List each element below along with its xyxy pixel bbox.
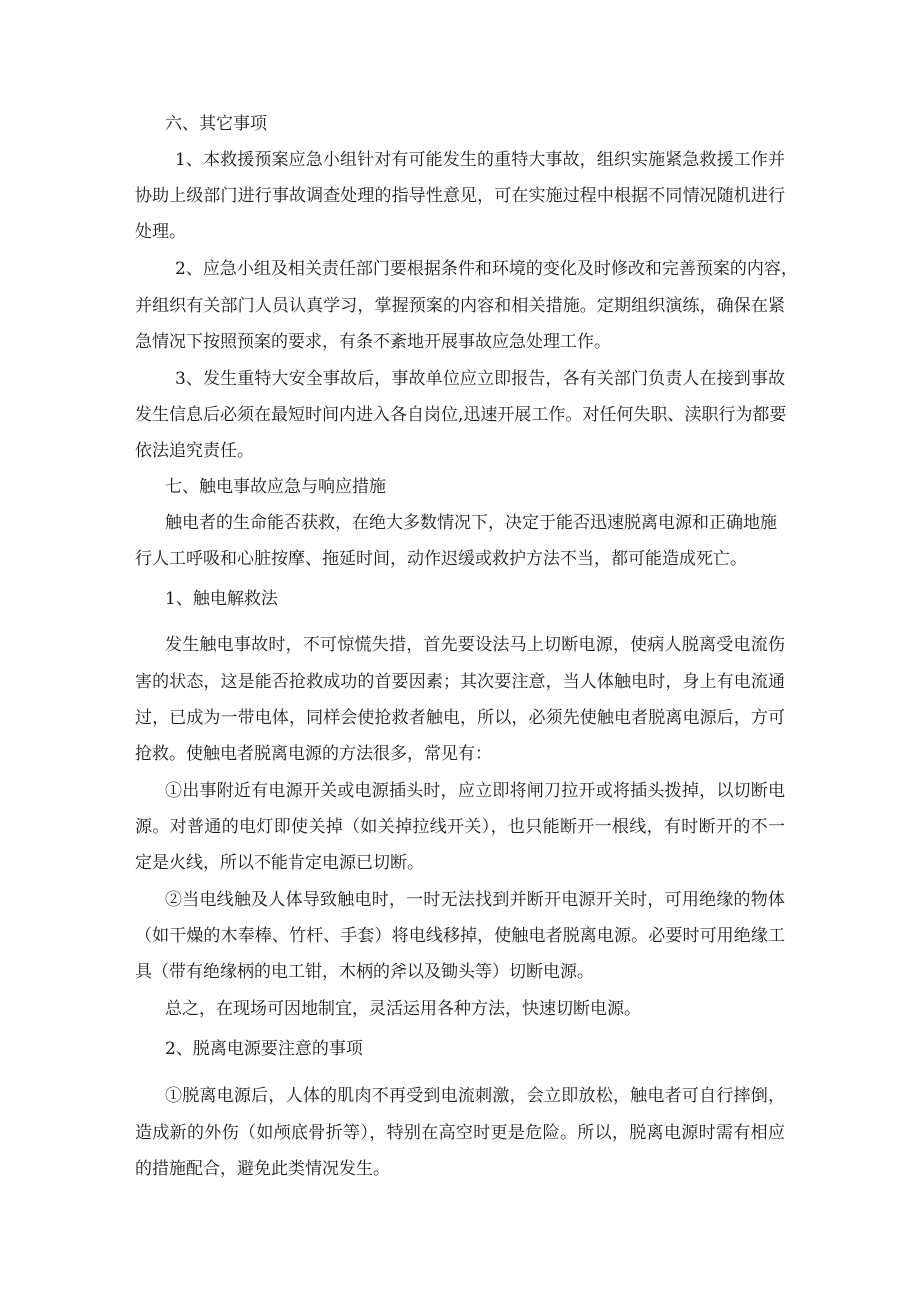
sub1-para-line1: 发生触电事故时，不可惊慌失措，首先要设法马上切断电源，使病人脱离受电流伤 <box>165 635 785 655</box>
s6-item2-line2: 并组织有关部门人员认真学习，掌握预案的内容和相关措施。定期组织演练，确保在紧 <box>135 296 785 316</box>
sub2-item1-line3: 的措施配合，避免此类情况发生。 <box>135 1159 390 1179</box>
sub1-item2-line3: 具（带有绝缘柄的电工钳，木柄的斧以及锄头等）切断电源。 <box>135 962 594 982</box>
sub1-para-line3: 过，已成为一带电体，同样会使抢救者触电，所以，必须先使触电者脱离电源后，方可 <box>135 708 785 728</box>
sub1-para-line4: 抢救。使触电者脱离电源的方法很多，常见有： <box>135 744 492 764</box>
s6-item3-line3: 依法追究责任。 <box>135 441 254 461</box>
subsection-2-heading: 2、脱离电源要注意的事项 <box>165 1039 363 1059</box>
sub1-item2-line1: ②当电线触及人体导致触电时，一时无法找到并断开电源开关时，可用绝缘的物体 <box>165 890 785 910</box>
s6-item1-line3: 处理。 <box>135 222 186 242</box>
subsection-1-heading: 1、触电解救法 <box>165 589 278 609</box>
sub2-item1-line2: 造成新的外伤（如颅底骨折等），特别在高空时更是危险。所以，脱离电源时需有相应 <box>135 1123 785 1143</box>
s6-item3-line2: 发生信息后必须在最短时间内进入各自岗位,迅速开展工作。对任何失职、渎职行为都要 <box>135 405 787 425</box>
sub1-item2-line2: （如干燥的木奉棒、竹杆、手套）将电线移掉，使触电者脱离电源。必要时可用绝缘工 <box>135 926 785 946</box>
s6-item3-line1: 3、发生重特大安全事故后，事故单位应立即报告，各有关部门负责人在接到事故 <box>175 369 785 389</box>
sub1-para-line2: 害的状态，这是能否抢救成功的首要因素；其次要注意，当人体触电时，身上有电流通 <box>135 672 785 692</box>
sub1-item1-line2: 源。对普通的电灯即使关掉（如关掉拉线开关），也只能断开一根线，有时断开的不一 <box>135 817 785 837</box>
sub1-item1-line3: 定是火线，所以不能肯定电源已切断。 <box>135 853 424 873</box>
s7-intro-line2: 行人工呼吸和心脏按摩、拖延时间，动作迟缓或救护方法不当，都可能造成死亡。 <box>135 549 747 569</box>
section-6-heading: 六、其它事项 <box>165 114 267 134</box>
s7-intro-line1: 触电者的生命能否获救，在绝大多数情况下，决定于能否迅速脱离电源和正确地施 <box>165 513 777 533</box>
section-7-heading: 七、触电事故应急与响应措施 <box>165 477 386 497</box>
sub1-item1-line1: ①出事附近有电源开关或电源插头时，应立即将闸刀拉开或将插头拨掉，以切断电 <box>165 781 785 801</box>
sub2-item1-line1: ①脱离电源后，人体的肌肉不再受到电流刺激，会立即放松，触电者可自行摔倒， <box>165 1086 785 1106</box>
s6-item2-line1: 2、应急小组及相关责任部门要根据条件和环境的变化及时修改和完善预案的内容， <box>175 259 798 279</box>
s6-item1-line2: 协助上级部门进行事故调查处理的指导性意见，可在实施过程中根据不同情况随机进行 <box>135 186 785 206</box>
sub1-summary: 总之，在现场可因地制宜，灵活运用各种方法，快速切断电源。 <box>165 999 641 1019</box>
s6-item1-line1: 1、本救援预案应急小组针对有可能发生的重特大事故，组织实施紧急救援工作并 <box>175 150 785 170</box>
s6-item2-line3: 急情况下按照预案的要求，有条不紊地开展事故应急处理工作。 <box>135 332 611 352</box>
